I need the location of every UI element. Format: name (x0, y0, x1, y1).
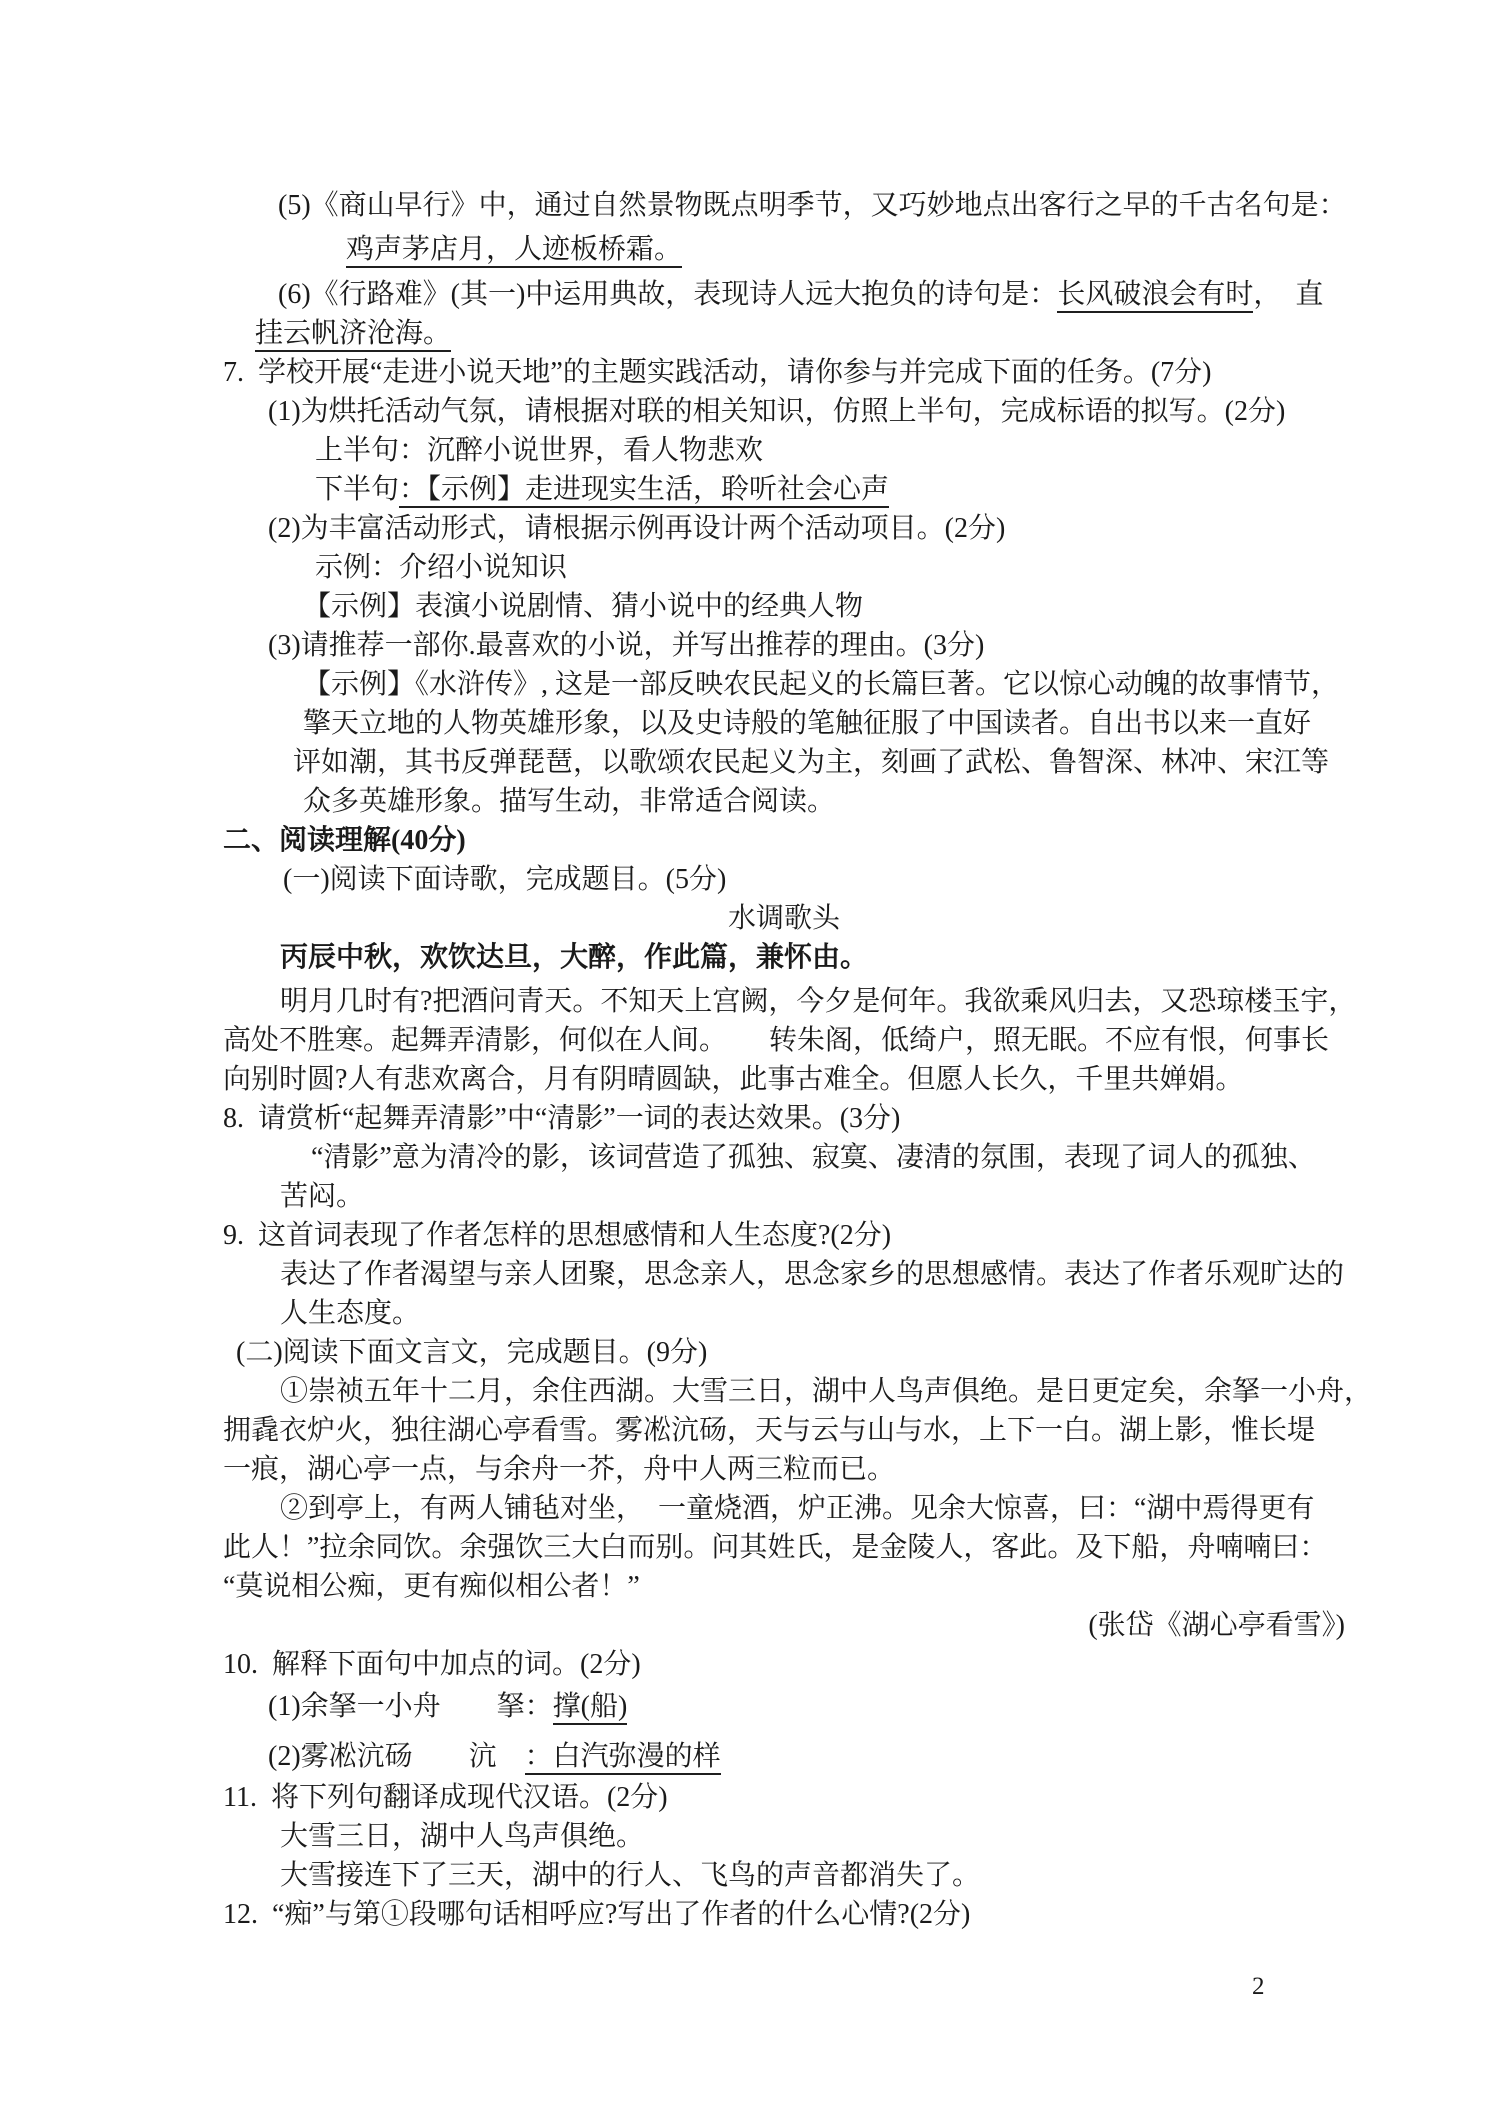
q5-answer: 鸡声茅店月，人迹板桥霜。 (346, 234, 682, 268)
question-7-stem: 7. 学校开展“走进小说天地”的主题实践活动，请你参与并完成下面的任务。(7分) (223, 357, 1212, 388)
q10-item-2-text: (2)雾凇沆砀 沆 (268, 1741, 525, 1772)
passage-line-4: ②到亭上，有两人铺毡对坐， 一童烧酒，炉正沸。见余大惊喜，曰：“湖中焉得更有 (280, 1493, 1315, 1524)
question-7-3: (3)请推荐一部你.最喜欢的小说，并写出推荐的理由。(3分) (268, 630, 985, 661)
q6-prompt: (6)《行路难》(其一)中运用典故，表现诗人远大抱负的诗句是： (278, 279, 1058, 310)
q7-2-answer: 【示例】表演小说剧情、猜小说中的经典人物 (303, 591, 864, 622)
passage-line-5: 此人！”拉余同饮。余强饮三大白而别。问其姓氏，是金陵人，客此。及下船，舟喃喃曰： (223, 1532, 1328, 1563)
passage-line-1: ①崇祯五年十二月，余住西湖。大雪三日，湖中人鸟声俱绝。是日更定矣，余拏一小舟， (280, 1376, 1373, 1407)
q6-answer-line2 (255, 314, 1345, 353)
q10-item-2-answer: ：白汽弥漫的样 (525, 1741, 721, 1775)
poem-title: 水调歌头 (727, 903, 840, 934)
section-2-heading: 二、阅读理解(40分) (223, 825, 466, 856)
q5-prompt: (5)《商山早行》中，通过自然景物既点明季节，又巧妙地点出客行之早的千古名句是： (278, 190, 1347, 221)
q11-sentence: 大雪三日，湖中人鸟声俱绝。 (280, 1821, 645, 1852)
q6-prompt-line (278, 275, 1345, 314)
q7-3-answer-line3: 评如潮，其书反弹琵琶，以歌颂农民起义为主，刻画了武松、鲁智深、林冲、宋江等 (293, 747, 1330, 778)
poem-line-2: 高处不胜寒。起舞弄清影，何似在人间。 转朱阁，低绮户，照无眠。不应有恨，何事长 (223, 1025, 1330, 1056)
part-1-intro: (一)阅读下面诗歌，完成题目。(5分) (283, 864, 727, 895)
q10-item-1-answer: 撑(船) (553, 1691, 628, 1725)
poem-line-1: 明月几时有?把酒问青天。不知天上宫阙，今夕是何年。我欲乘风归去，又恐琼楼玉宇， (280, 986, 1357, 1017)
question-8-stem: 8. 请赏析“起舞弄清影”中“清影”一词的表达效果。(3分) (223, 1103, 901, 1134)
q6-answer-part1: 长风破浪会有时 (1057, 279, 1253, 313)
question-10-stem: 10. 解释下面句中加点的词。(2分) (223, 1649, 641, 1680)
poem-line-3: 向别时圆?人有悲欢离合，月有阴晴圆缺，此事古难全。但愿人长久，千里共婵娟。 (223, 1064, 1244, 1095)
question-9-stem: 9. 这首词表现了作者怎样的思想感情和人生态度?(2分) (223, 1220, 892, 1251)
q7-3-answer-line1: 【示例】《水浒传》, 这是一部反映农民起义的长篇巨著。它以惊心动魄的故事情节， (303, 669, 1340, 700)
q9-answer-line1: 表达了作者渴望与亲人团聚，思念亲人，思念家乡的思想感情。表达了作者乐观旷达的 (280, 1259, 1345, 1290)
q10-item-2 (268, 1737, 1345, 1776)
q5-answer-line (346, 230, 1345, 269)
passage-source: (张岱《湖心亭看雪》) (1088, 1610, 1345, 1641)
part-2-intro: (二)阅读下面文言文，完成题目。(9分) (236, 1337, 708, 1368)
q10-item-1-text: (1)余拏一小舟 拏： (268, 1691, 553, 1722)
passage-line-2: 拥毳衣炉火，独往湖心亭看雪。雾凇沆砀，天与云与山与水，上下一白。湖上影，惟长堤 (223, 1415, 1316, 1446)
poem-preface: 丙辰中秋，欢饮达旦，大醉，作此篇，兼怀由。 (280, 942, 869, 973)
question-11-stem: 11. 将下列句翻译成现代汉语。(2分) (223, 1782, 668, 1813)
q10-item-1 (268, 1687, 1345, 1726)
q9-answer-line2: 人生态度。 (280, 1298, 421, 1329)
question-7-2: (2)为丰富活动形式，请根据示例再设计两个活动项目。(2分) (268, 513, 1006, 544)
q7-1-lower-answer: ：【示例】走进现实生活，聆听社会心声 (399, 474, 889, 508)
passage-line-3: 一痕，湖心亭一点，与余舟一芥，舟中人两三粒而已。 (223, 1454, 896, 1485)
q6-answer-part2: 挂云帆济沧海。 (255, 318, 451, 352)
q11-answer: 大雪接连下了三天，湖中的行人、飞鸟的声音都消失了。 (280, 1860, 981, 1891)
q7-1-lower-line (315, 470, 1345, 509)
q7-1-lower-label: 下半句 (315, 474, 400, 505)
q8-answer-line1: “清影”意为清冷的影，该词营造了孤独、寂寞、凄清的氛围，表现了词人的孤独、 (311, 1142, 1316, 1173)
page-number: 2 (1252, 1973, 1265, 2000)
passage-line-6: “莫说相公痴，更有痴似相公者！” (223, 1571, 640, 1602)
q7-3-answer-line2: 擎天立地的人物英雄形象，以及史诗般的笔触征服了中国读者。自出书以来一直好 (303, 708, 1312, 739)
q7-2-example: 示例：介绍小说知识 (315, 552, 568, 583)
question-12-stem: 12. “痴”与第①段哪句话相呼应?写出了作者的什么心情?(2分) (223, 1899, 971, 1930)
q8-answer-line2: 苦闷。 (280, 1181, 365, 1212)
q6-after: ， 直 (1253, 279, 1324, 310)
question-7-1: (1)为烘托活动气氛，请根据对联的相关知识，仿照上半句，完成标语的拟写。(2分) (268, 396, 1286, 427)
q7-1-upper-line: 上半句：沉醉小说世界，看人物悲欢 (315, 435, 764, 466)
q7-3-answer-line4: 众多英雄形象。描写生动，非常适合阅读。 (303, 786, 836, 817)
exam-body (223, 186, 1373, 1934)
